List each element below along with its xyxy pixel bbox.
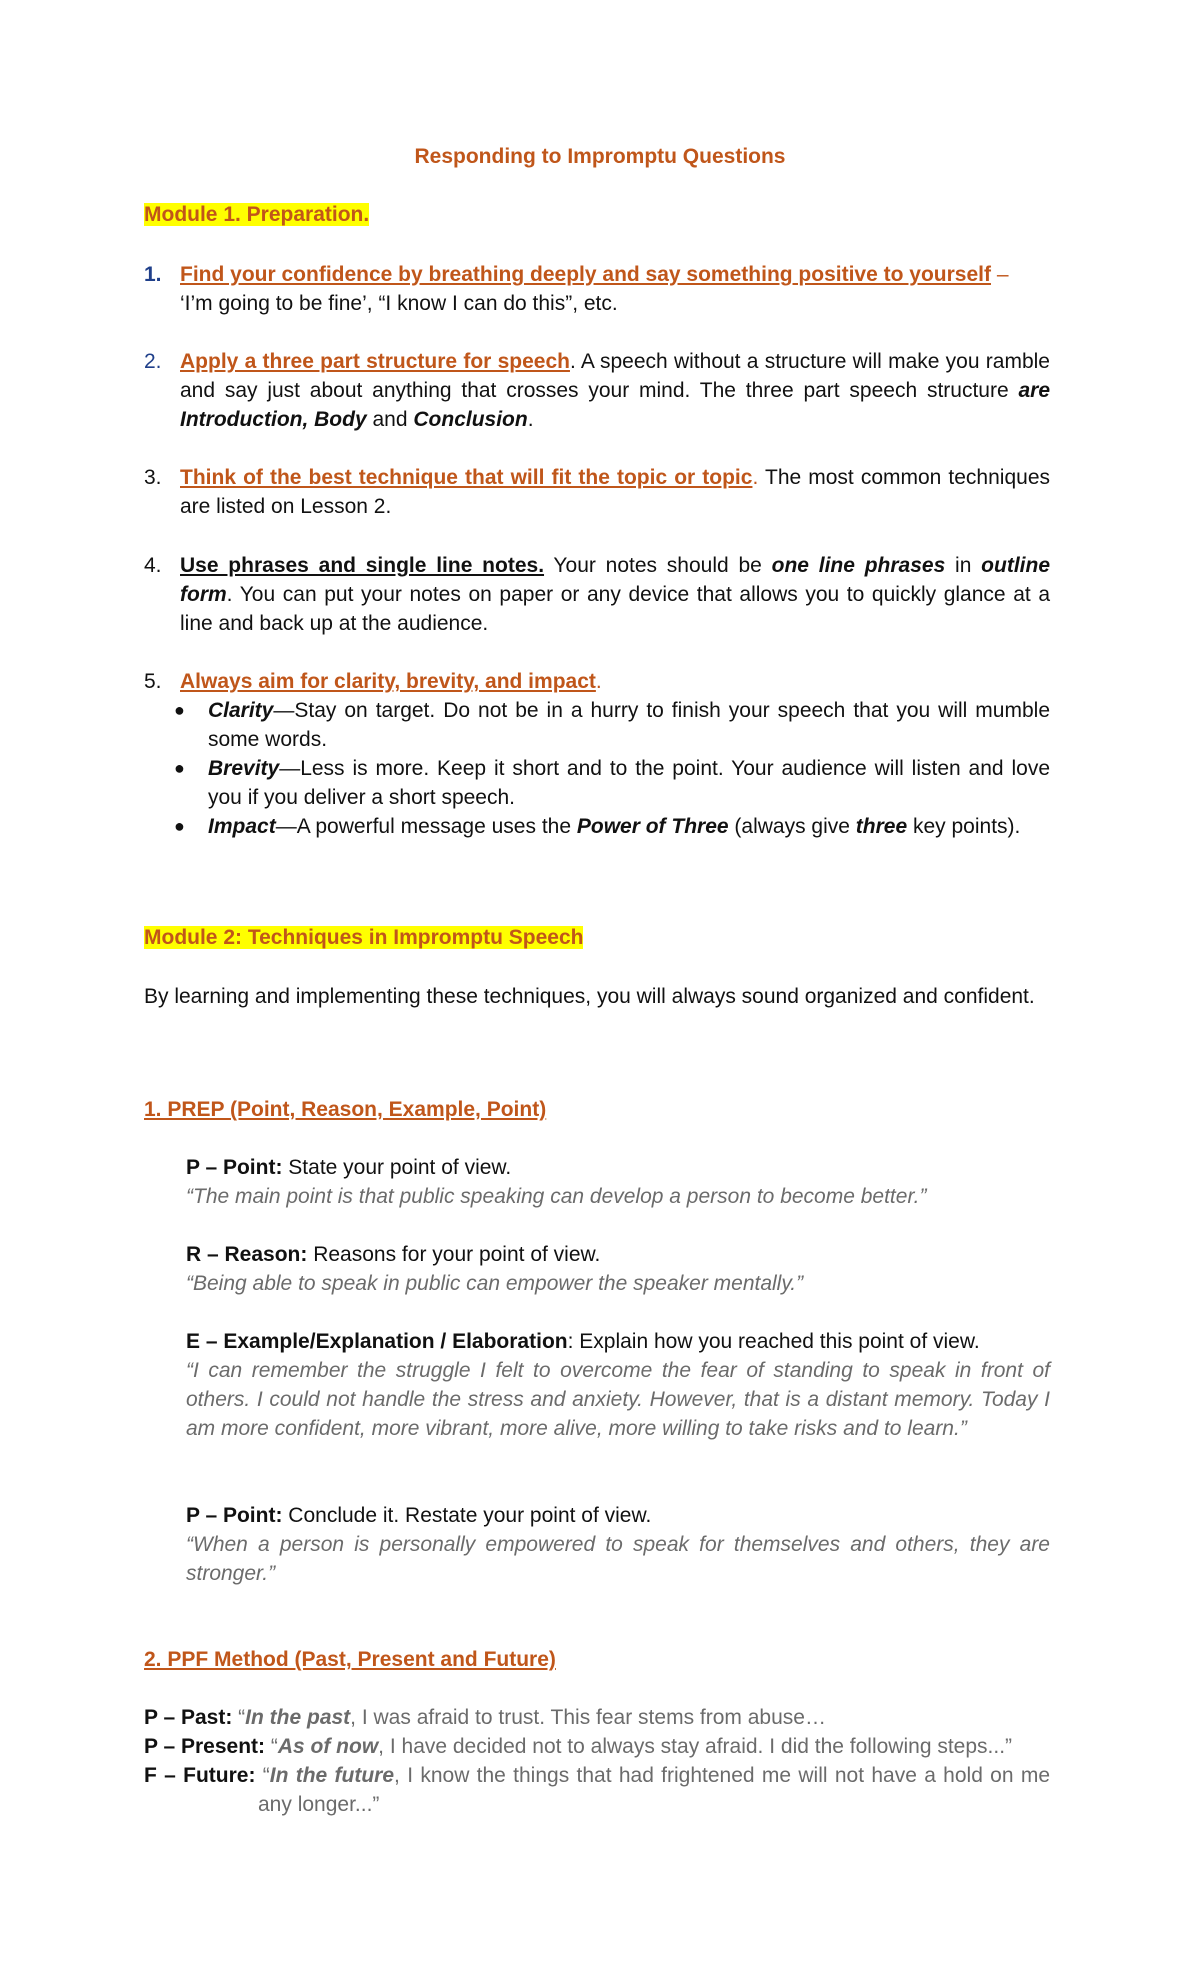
list-item-2: 2. Apply a three part structure for speech. A speech without a structure will make you ramble and say just about anything that crosses your mind. The three part speech structure are Introduction, Body and Conclusion. (144, 350, 1050, 431)
ppf-future: F – Future: “In the future, I know the things that had frightened me will not have a hold on me any longer...” (144, 1764, 1051, 1816)
bullet-icon: ● (174, 758, 185, 778)
list-item-3: 3. Think of the best technique that will fit the topic or topic. The most common techniques are listed on Lesson 2. (144, 466, 1050, 518)
module-2-heading: Module 2: Techniques in Impromptu Speech (144, 926, 584, 949)
list-item-1: 1. Find your confidence by breathing deeply and say something positive to yourself – ‘I’m going to be fine’, “I know I can do this”, etc. (144, 263, 1009, 315)
prep-reason: R – Reason: Reasons for your point of view. “Being able to speak in public can empower the speaker mentally.” (186, 1243, 804, 1295)
prep-heading: 1. PREP (Point, Reason, Example, Point) (144, 1098, 547, 1121)
page-title: Responding to Impromptu Questions (414, 145, 786, 168)
bullet-brevity: ● Brevity—Less is more. Keep it short and to the point. Your audience will listen and love you if you deliver a short speech. (208, 754, 1050, 812)
ppf-past: P – Past: “In the past, I was afraid to trust. This fear stems from abuse… (144, 1706, 826, 1729)
prep-point-conclusion: P – Point: Conclude it. Restate your point of view. “When a person is personally empowered to speak for themselves and others, they are stronger.” (186, 1504, 1050, 1585)
prep-point: P – Point: State your point of view. “The main point is that public speaking can develop a person to become better.” (186, 1156, 927, 1208)
module-2-intro: By learning and implementing these techniques, you will always sound organized and confident. (144, 985, 1035, 1008)
list-item-4: 4. Use phrases and single line notes. Your notes should be one line phrases in outline form. You can put your notes on paper or any device that allows you to quickly glance at a line and back up at the audience. (144, 554, 1050, 635)
ppf-present: P – Present: “As of now, I have decided not to always stay afraid. I did the following steps...” (144, 1735, 1013, 1758)
list-item-5: 5. Always aim for clarity, brevity, and impact. (144, 670, 602, 693)
bullet-impact: ● Impact—A powerful message uses the Power of Three (always give three key points). (208, 812, 1050, 841)
module-1-heading: Module 1. Preparation. (144, 203, 370, 226)
ppf-heading: 2. PPF Method (Past, Present and Future) (144, 1648, 556, 1671)
bullet-icon: ● (174, 816, 185, 836)
prep-example: E – Example/Explanation / Elaboration: Explain how you reached this point of view. “I can remember the struggle I felt to overcome the fear of standing to speak in front of others. I could not handle the stress and anxiety. However, that is a distant memory. Today I am more confident, more vibrant, more alive, more willing to take risks and to learn.” (186, 1330, 1050, 1440)
bullet-clarity: ● Clarity—Stay on target. Do not be in a hurry to finish your speech that you will mumble some words. (208, 696, 1050, 754)
bullet-icon: ● (174, 700, 185, 720)
